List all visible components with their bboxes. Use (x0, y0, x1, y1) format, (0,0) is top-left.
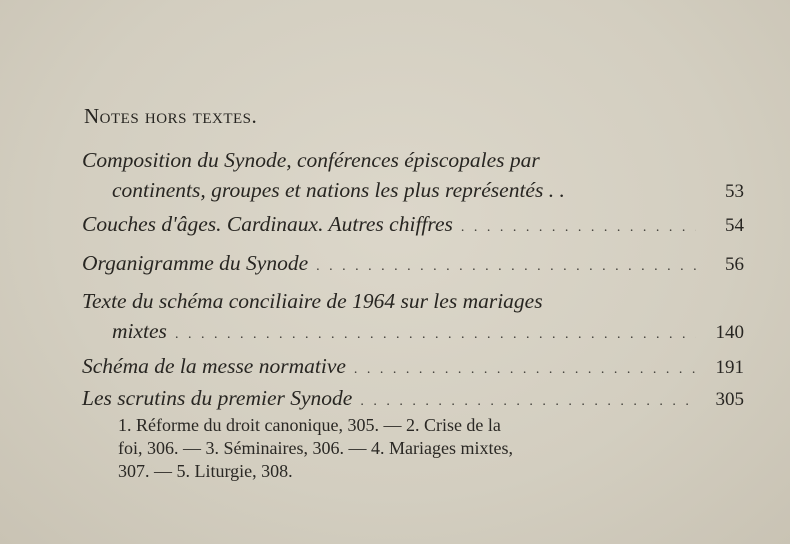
toc-entry-schema-messe (82, 352, 744, 384)
sub-line: foi, 306. — 3. Séminaires, 306. — 4. Mariages mixtes, (118, 438, 513, 458)
entry-title-line: Les scrutins du premier Synode (82, 386, 353, 410)
entry-title-line: Couches d'âges. Cardinaux. Autres chiffres (82, 212, 453, 236)
dot-leader (354, 356, 696, 384)
entry-title-line: continents, groupes et nations les plus représentés . . (112, 178, 565, 202)
sub-line: 307. — 5. Liturgie, 308. (118, 461, 293, 481)
entry-title-line: Texte du schéma conciliaire de 1964 sur les mariages (82, 289, 543, 313)
entry-page-number: 53 (725, 181, 744, 202)
toc-entry-scrutins (82, 384, 744, 416)
entry-page-number: 191 (715, 357, 744, 378)
dot-leader (175, 321, 696, 349)
entry-page-number: 140 (715, 322, 744, 343)
entry-title-line: Schéma de la messe normative (82, 354, 346, 378)
dot-leader (360, 388, 696, 416)
entry-title-line: Composition du Synode, conférences épiscopales par (82, 148, 540, 172)
toc-entry-composition (82, 146, 744, 206)
entry-page-number: 305 (715, 389, 744, 410)
sub-line: 1. Réforme du droit canonique, 305. — 2. Crise de la (118, 415, 501, 435)
toc-entry-organigramme (82, 249, 744, 281)
entry-title-line: mixtes (112, 319, 167, 343)
dot-leader (316, 253, 696, 281)
toc-entry-couches (82, 210, 744, 242)
dot-leader (461, 214, 696, 242)
entry-page-number: 54 (725, 215, 744, 236)
entry-title-line: Organigramme du Synode (82, 251, 309, 275)
toc-entry-texte-schema (82, 287, 744, 349)
scrutins-sub-list (118, 414, 692, 483)
section-heading: Notes hors textes. (84, 104, 258, 128)
entry-page-number: 56 (725, 254, 744, 275)
